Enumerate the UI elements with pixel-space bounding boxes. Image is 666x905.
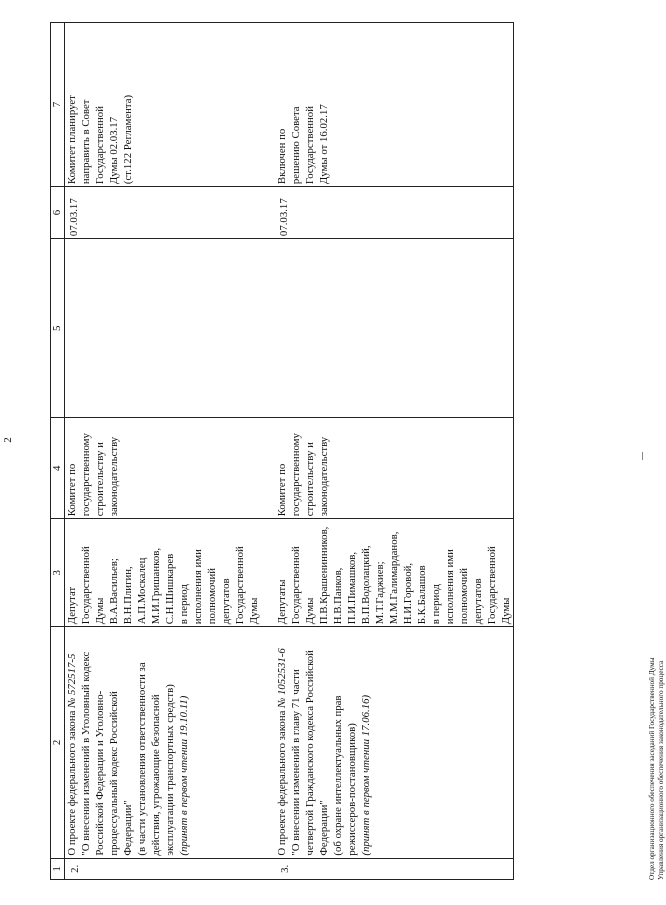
bill-title-line: (в части установления ответственности за <box>136 662 148 856</box>
spacer-cell <box>261 187 275 239</box>
bill-title-text: О проекте федерального закона <box>66 707 78 856</box>
author-line: Думы <box>94 597 106 625</box>
author-line: полномочий <box>206 567 218 625</box>
author-line: Н.И.Горовой, <box>402 562 414 625</box>
author-line: исполнения ими <box>192 549 204 625</box>
author-line: Депутаты <box>276 579 288 625</box>
author-line: Государственной <box>234 546 246 625</box>
author-line: М.М.Галимарданов, <box>388 531 400 625</box>
spacer-cell <box>261 418 275 519</box>
column-header-2: 2 <box>51 627 65 858</box>
spacer-cell <box>261 239 275 418</box>
column-header-7: 7 <box>51 23 65 187</box>
author-line: П.В.Крашенинников, <box>318 526 330 625</box>
column-header-6: 6 <box>51 187 65 239</box>
author-line: М.И.Гришанков, <box>150 547 162 625</box>
bills-table <box>50 22 514 880</box>
author-line: Государственной <box>290 546 302 625</box>
bill-title-line: (об охране интеллектуальных прав <box>332 695 344 856</box>
table-row <box>65 23 262 880</box>
status-cell <box>65 23 262 187</box>
bill-title-line: Российской Федерации и Уголовно- <box>94 690 106 856</box>
author-line: Думы <box>500 597 512 625</box>
author-line: Думы <box>304 597 316 625</box>
bill-title-line: четвертой Гражданского кодекса Российской <box>304 650 316 856</box>
author-line: исполнения ими <box>444 549 456 625</box>
bill-title-first-line <box>275 629 289 855</box>
bill-title-line: (принят в первом чтении 17.06.16) <box>360 694 372 856</box>
bill-number: № 1052531-6 <box>276 648 288 708</box>
footer <box>648 20 666 880</box>
author-line: В.П.Водолацкий, <box>360 545 372 625</box>
author-line: Б.К.Балашов <box>416 565 428 625</box>
bill-title-cell <box>65 627 262 858</box>
row-spacer <box>261 23 275 880</box>
author-line: А.П.Москалец <box>136 557 148 625</box>
committee-line: законодательству <box>318 436 330 517</box>
margin-mark <box>642 452 643 460</box>
status-line: решению Совета <box>290 106 302 185</box>
date-cell <box>65 187 262 239</box>
bill-title-cell <box>275 627 514 858</box>
committee-line: законодательству <box>108 436 120 517</box>
committee-line: строительству и <box>94 442 106 517</box>
status-line: Государственной <box>94 106 106 185</box>
row-number-text: 2. <box>69 864 81 873</box>
bill-title-line: Федерации" <box>122 800 134 856</box>
status-line: Комитет планирует <box>66 95 78 185</box>
author-line: М.Т.Гаджиев; <box>374 561 386 625</box>
column-5-cell <box>275 239 514 418</box>
row-number <box>65 858 262 879</box>
bill-title-line: "О внесении изменений в главу 71 части <box>290 669 302 856</box>
bill-title-line: (принят в первом чтении 19.10.11) <box>178 695 190 856</box>
bill-title-line: "О внесении изменений в Уголовный кодекс <box>80 651 92 856</box>
author-line: В.Н.Плигин, <box>122 566 134 625</box>
author-line: В.А.Васильев; <box>108 558 120 625</box>
bill-title-line: режиссеров-постановщиков) <box>346 723 358 856</box>
author-line: С.Н.Шишкарев <box>164 553 176 625</box>
author-line: депутатов <box>472 578 484 625</box>
status-line: Думы 02.03.17 <box>108 116 120 185</box>
row-number <box>275 858 514 879</box>
status-line: направить в Совет <box>80 99 92 185</box>
column-header-3: 3 <box>51 519 65 627</box>
bill-title-first-line <box>65 629 79 855</box>
rotated-sheet <box>2 20 665 880</box>
committee-line: Комитет по <box>276 463 288 517</box>
committee-cell <box>275 418 514 519</box>
spacer-cell <box>261 519 275 627</box>
author-line: полномочий <box>458 567 470 625</box>
date-text: 07.03.17 <box>278 198 290 237</box>
author-line: Думы <box>248 597 260 625</box>
column-header-5: 5 <box>51 239 65 418</box>
author-line: Н.В.Панков, <box>332 567 344 625</box>
author-line: в период <box>430 584 442 625</box>
committee-line: строительству и <box>304 442 316 517</box>
column-number-row <box>51 23 65 880</box>
column-header-1: 1 <box>51 858 65 879</box>
status-line: Включен по <box>276 128 288 185</box>
committee-cell <box>65 418 262 519</box>
footer-line: Отдел организационного обеспечения заседаний Государственной Думы <box>648 657 656 880</box>
status-line: (ст.122 Регламента) <box>122 94 134 185</box>
committee-line: государственному <box>290 433 302 517</box>
spacer-cell <box>261 23 275 187</box>
bill-title-line: Федерации" <box>318 800 330 856</box>
authors-cell <box>275 519 514 627</box>
spacer-cell <box>261 858 275 879</box>
column-header-4: 4 <box>51 418 65 519</box>
author-line: Депутат <box>66 586 78 625</box>
bill-title-line: действия, угрожающие безопасной <box>150 694 162 856</box>
bill-title-text: О проекте федерального закона <box>276 707 288 856</box>
bill-number: № 572517-5 <box>66 653 78 708</box>
author-line: П.И.Пимашков, <box>346 551 358 625</box>
column-5-cell <box>65 239 262 418</box>
committee-line: Комитет по <box>66 463 78 517</box>
author-line: в период <box>178 584 190 625</box>
status-line: Государственной <box>304 106 316 185</box>
author-line: Государственной <box>486 546 498 625</box>
bill-title-line: процессуальный кодекс Российской <box>108 691 120 856</box>
bill-title-line: эксплуатации транспортных средств) <box>164 684 176 856</box>
table-row <box>275 23 514 880</box>
committee-line: государственному <box>80 433 92 517</box>
spacer-cell <box>261 627 275 858</box>
author-line: Государственной <box>80 546 92 625</box>
page-number: 2 <box>2 437 14 443</box>
date-cell <box>275 187 514 239</box>
date-text: 07.03.17 <box>68 198 80 237</box>
row-number-text: 3. <box>279 864 291 873</box>
status-cell <box>275 23 514 187</box>
status-line: Думы от 16.02.17 <box>318 104 330 185</box>
footer-line: Управления организационного обеспечения законодательного процесса <box>657 660 665 880</box>
author-line: депутатов <box>220 578 232 625</box>
authors-cell <box>65 519 262 627</box>
